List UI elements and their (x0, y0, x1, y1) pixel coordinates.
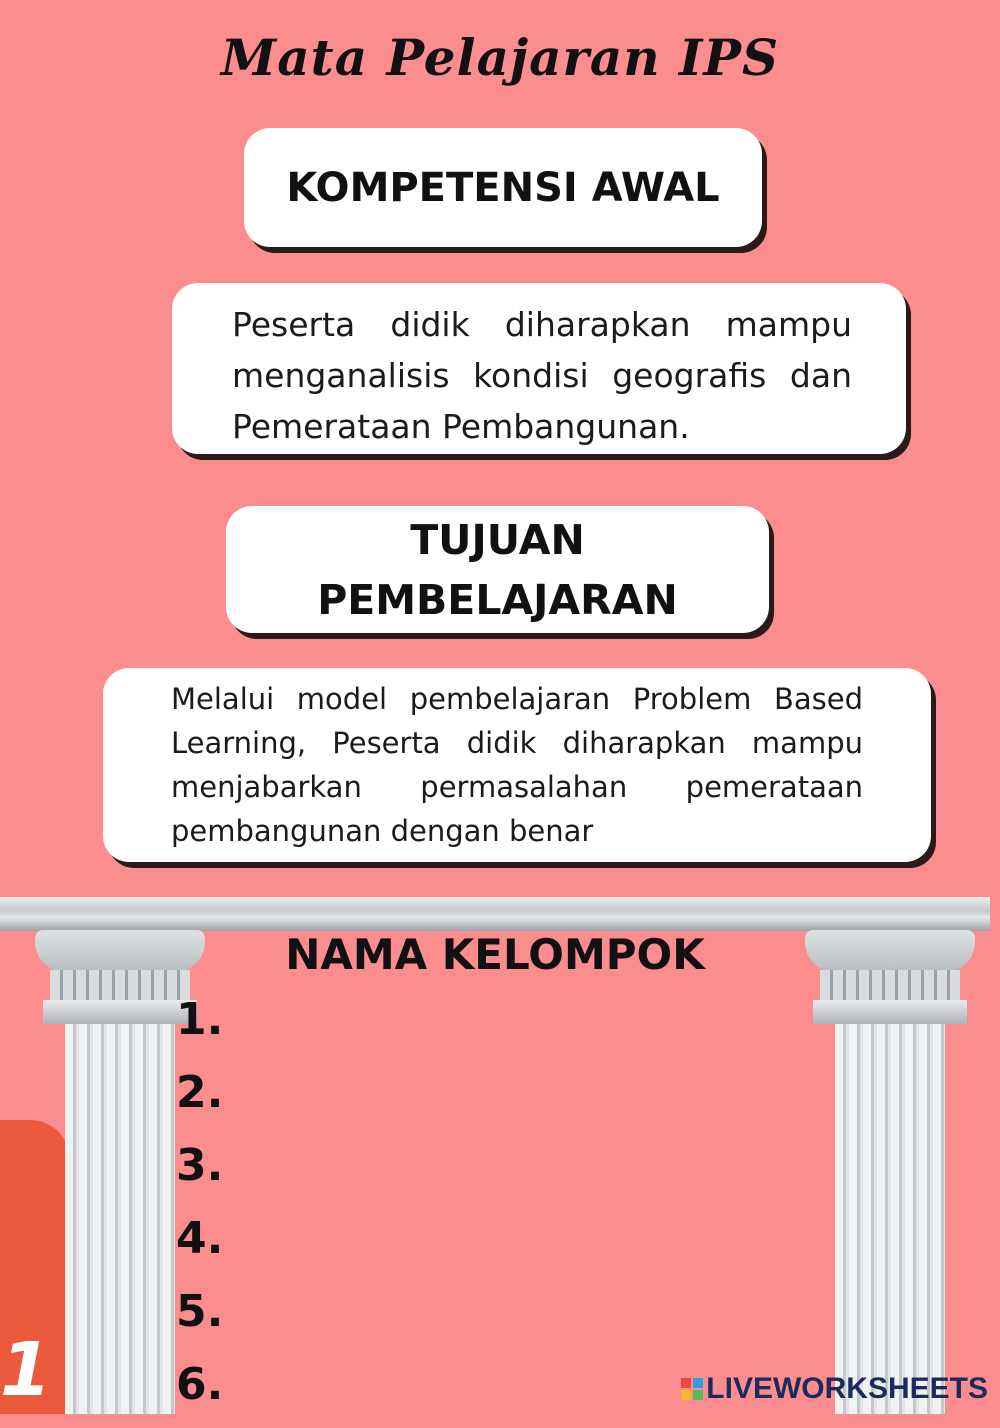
liveworksheets-watermark (681, 1372, 988, 1406)
column-beam (0, 897, 990, 931)
tujuan-body-box (103, 668, 931, 862)
tujuan-heading-line2: PEMBELAJARAN (317, 575, 678, 624)
kelompok-heading: NAMA KELOMPOK (285, 930, 705, 979)
liveworksheets-logo-icon (681, 1378, 703, 1400)
page-title: Mata Pelajaran IPS (220, 28, 780, 87)
watermark-text: LIVEWORKSHEETS (706, 1372, 988, 1405)
list-item: 3. (176, 1140, 224, 1191)
list-item: 1. (176, 994, 224, 1045)
list-item: 6. (176, 1359, 224, 1410)
kompetensi-text: Peserta didik diharapkan mampu menganalisis kondisi geografis dan Pemerataan Pembangunan. (232, 305, 852, 446)
list-item: 4. (176, 1213, 224, 1264)
tujuan-text: Melalui model pembelajaran Problem Based Learning, Peserta didik diharapkan mampu menjabarkan permasalahan pemerataan pembangunan dengan benar (171, 682, 863, 848)
tujuan-heading-line1: TUJUAN (410, 515, 585, 564)
foam-hand-number: 1 (0, 1327, 52, 1413)
list-item: 5. (176, 1286, 224, 1337)
tujuan-heading-box (226, 506, 769, 633)
kompetensi-body-box (172, 283, 906, 454)
member-list (176, 990, 223, 1428)
kompetensi-heading-box (244, 128, 762, 247)
kompetensi-heading: KOMPETENSI AWAL (286, 164, 720, 211)
list-item: 2. (176, 1067, 224, 1118)
right-column-pillar (805, 930, 975, 1414)
